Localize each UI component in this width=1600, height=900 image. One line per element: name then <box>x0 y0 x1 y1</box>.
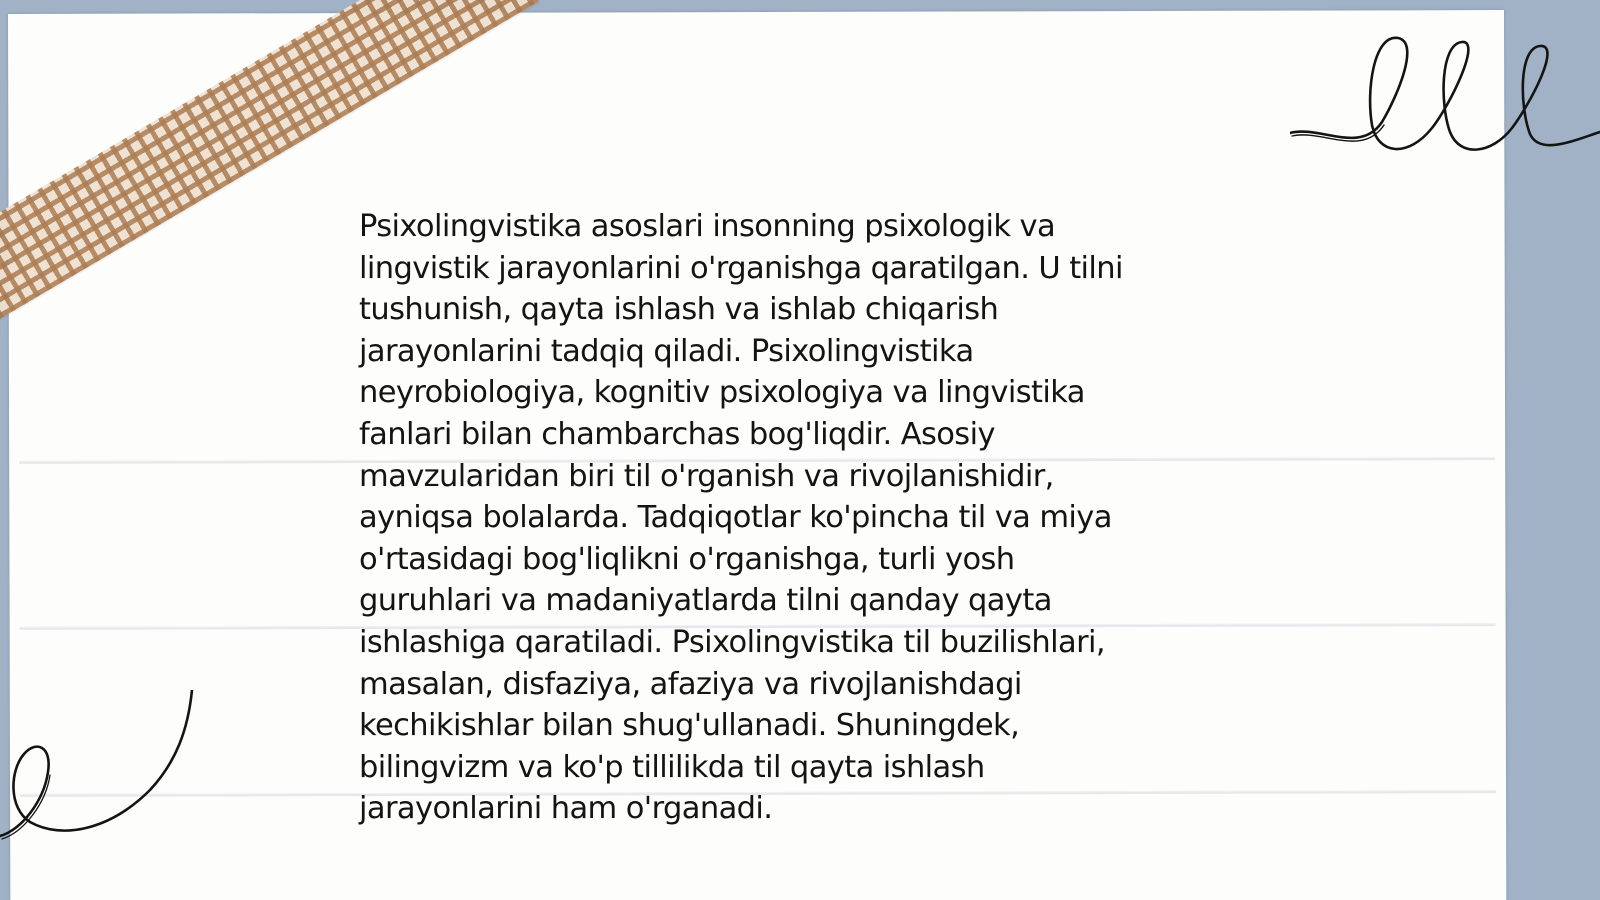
body-paragraph: Psixolingvistika asoslari insonning psixologik va lingvistik jarayonlarini o'rganishga qaratilgan. U tilni tushunish, qayta ishlash va ishlab chiqarish jarayonlarini tadqiq qiladi. Psixolingvistika neyrobiologiya, kognitiv psixologiya va lingvistika fanlari bilan chambarchas bog'liqdir. Asosiy mavzularidan biri til o'rganish va rivojlanishidir, ayniqsa bolalarda. Tadqiqotlar ko'pincha til va miya o'rtasidagi bog'liqlikni o'rganishga, turli yosh guruhlari va madaniyatlarda tilni qanday qayta ishlashiga qaratiladi. Psixolingvistika til buzilishlari, masalan, disfaziya, afaziya va rivojlanishdagi kechikishlar bilan shug'ullanadi. Shuningdek, bilingvizm va ko'p tillilikda til qayta ishlash jarayonlarini ham o'rganadi. <box>359 209 1123 827</box>
loop-stroke-icon <box>0 690 200 850</box>
loop-squiggle-icon <box>1290 30 1600 170</box>
